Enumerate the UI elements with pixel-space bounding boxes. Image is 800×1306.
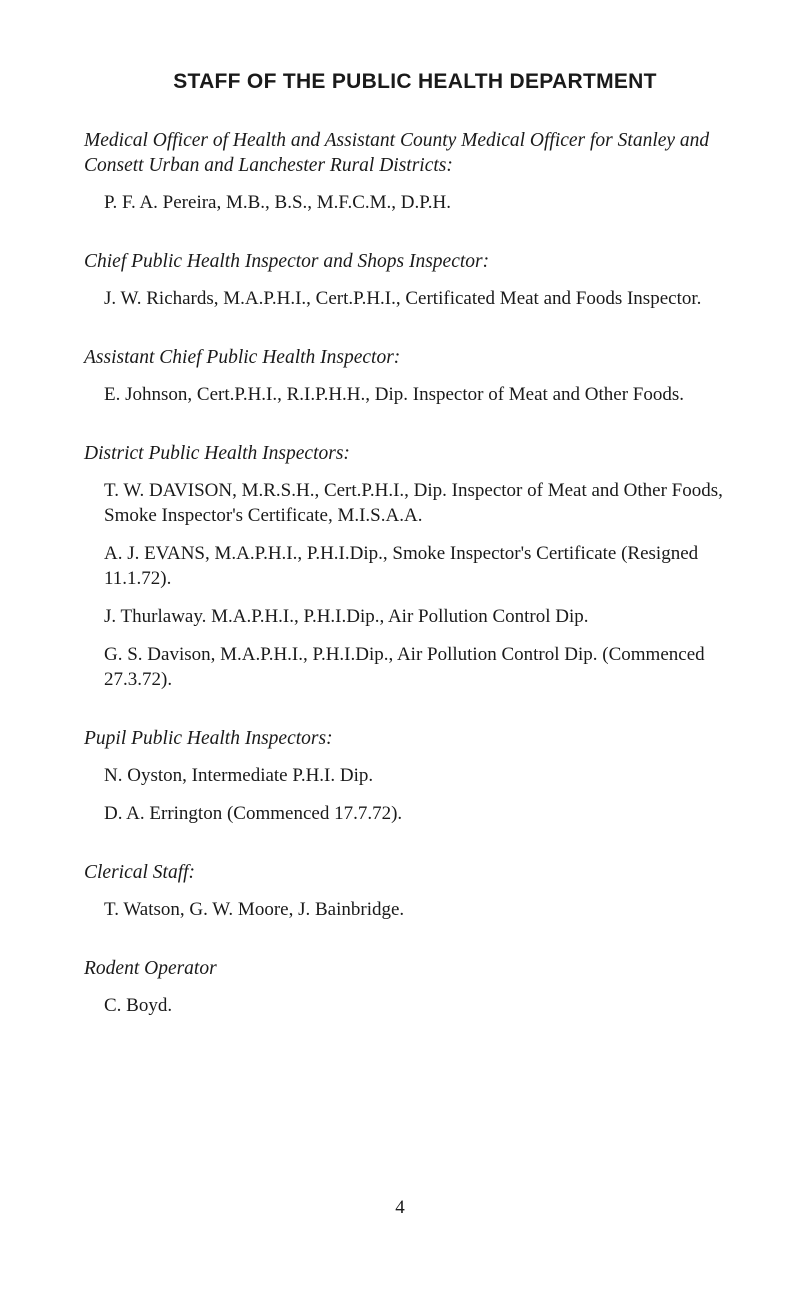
staff-entry: G. S. Davison, M.A.P.H.I., P.H.I.Dip., Air Pollution Control Dip. (Commenced 27.3.72). [104, 644, 705, 690]
staff-entry: T. Watson, G. W. Moore, J. Bainbridge. [104, 899, 405, 920]
staff-entry: P. F. A. Pereira, M.B., B.S., M.F.C.M., D.P.H. [104, 192, 451, 213]
staff-entry: A. J. EVANS, M.A.P.H.I., P.H.I.Dip., Smoke Inspector's Certificate (Resigned 11.1.72). [104, 543, 699, 589]
role-heading: Pupil Public Health Inspectors: [84, 728, 333, 749]
section-rodent-operator [84, 956, 760, 1018]
section-pupil-inspectors [84, 726, 760, 826]
role-heading: District Public Health Inspectors: [84, 443, 350, 464]
role-heading: Assistant Chief Public Health Inspector: [84, 347, 401, 368]
role-heading: Chief Public Health Inspector and Shops Inspector: [84, 251, 490, 272]
section-assistant-chief-inspector [84, 345, 760, 407]
section-district-inspectors [84, 441, 760, 692]
role-heading: Medical Officer of Health and Assistant County Medical Officer for Stanley and Consett Urban and Lanchester Rural Districts: [84, 130, 710, 176]
role-heading: Rodent Operator [84, 958, 217, 979]
staff-entry: D. A. Errington (Commenced 17.7.72). [104, 803, 403, 824]
staff-entry: N. Oyston, Intermediate P.H.I. Dip. [104, 765, 374, 786]
section-medical-officer [84, 128, 760, 215]
role-heading: Clerical Staff: [84, 862, 196, 883]
staff-entry: E. Johnson, Cert.P.H.I., R.I.P.H.H., Dip. Inspector of Meat and Other Foods. [104, 384, 684, 405]
staff-entry: T. W. DAVISON, M.R.S.H., Cert.P.H.I., Dip. Inspector of Meat and Other Foods, Smoke Inspector's Certificate, M.I.S.A.A. [104, 480, 723, 526]
section-clerical-staff [84, 860, 760, 922]
section-chief-inspector [84, 249, 760, 311]
staff-entry: J. W. Richards, M.A.P.H.I., Cert.P.H.I., Certificated Meat and Foods Inspector. [104, 288, 702, 309]
page-title: STAFF OF THE PUBLIC HEALTH DEPARTMENT [173, 70, 657, 93]
staff-entry: J. Thurlaway. M.A.P.H.I., P.H.I.Dip., Air Pollution Control Dip. [104, 606, 589, 627]
staff-entry: C. Boyd. [104, 995, 173, 1016]
page-number: 4 [395, 1197, 405, 1218]
